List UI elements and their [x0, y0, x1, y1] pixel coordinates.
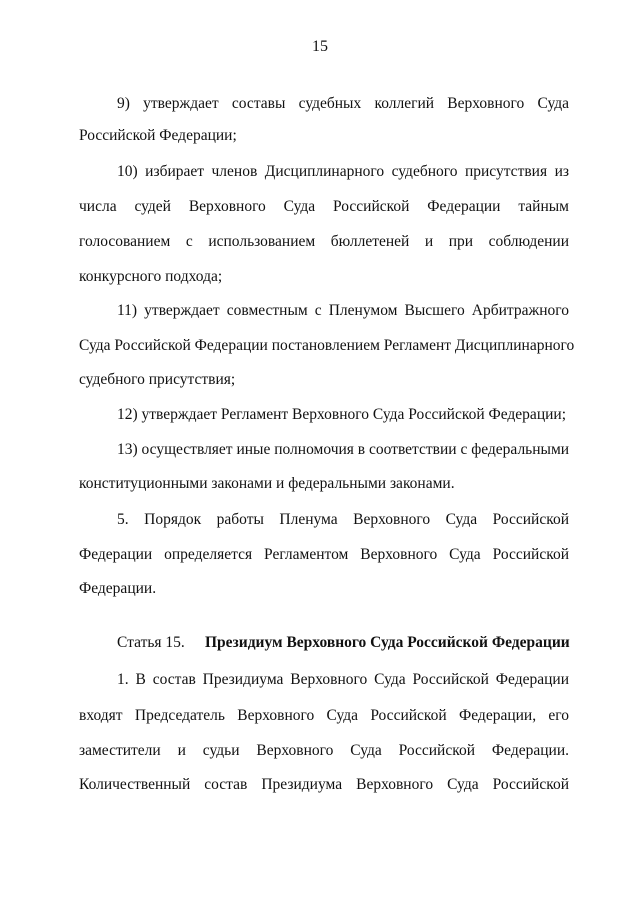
paragraph-5-line-3: Федерации.: [79, 580, 157, 597]
item-10-line-1: 10) избирает членов Дисциплинарного судебного присутствия из: [117, 163, 569, 180]
item-9-line-1: 9) утверждает составы судебных коллегий Верховного Суда: [117, 95, 569, 112]
item-9-line-2: Российской Федерации;: [79, 127, 237, 144]
article-heading: [117, 633, 570, 653]
article-paragraph-line-2: входят Председатель Верховного Суда Российской Федерации, его: [79, 707, 569, 724]
article-paragraph-line-1: 1. В состав Президиума Верховного Суда Российской Федерации: [117, 671, 569, 688]
item-11-line-3: судебного присутствия;: [79, 371, 236, 388]
article-paragraph-line-4: Количественный состав Президиума Верховного Суда Российской: [79, 776, 569, 793]
item-12-line-1: 12) утверждает Регламент Верховного Суда Российской Федерации;: [117, 406, 567, 423]
page-number: 15: [312, 38, 328, 55]
item-11-line-1: 11) утверждает совместным с Пленумом Высшего Арбитражного: [117, 302, 569, 319]
item-13-line-2: конституционными законами и федеральными законами.: [79, 475, 455, 492]
item-13-line-1: 13) осуществляет иные полномочия в соответствии с федеральными: [117, 441, 570, 458]
article-label: Статья 15.: [117, 634, 185, 651]
item-10-line-4: конкурсного подхода;: [79, 268, 223, 285]
article-title: Президиум Верховного Суда Российской Федерации: [205, 634, 570, 651]
paragraph-5-line-1: 5. Порядок работы Пленума Верховного Суда Российской: [117, 511, 569, 528]
article-paragraph-line-3: заместители и судьи Верховного Суда Российской Федерации.: [79, 742, 569, 759]
item-11-line-2: Суда Российской Федерации постановлением Регламент Дисциплинарного: [79, 337, 575, 354]
item-10-line-3: голосованием с использованием бюллетеней и при соблюдении: [79, 233, 569, 250]
paragraph-5-line-2: Федерации определяется Регламентом Верховного Суда Российской: [79, 546, 569, 563]
item-10-line-2: числа судей Верховного Суда Российской Федерации тайным: [79, 198, 569, 215]
